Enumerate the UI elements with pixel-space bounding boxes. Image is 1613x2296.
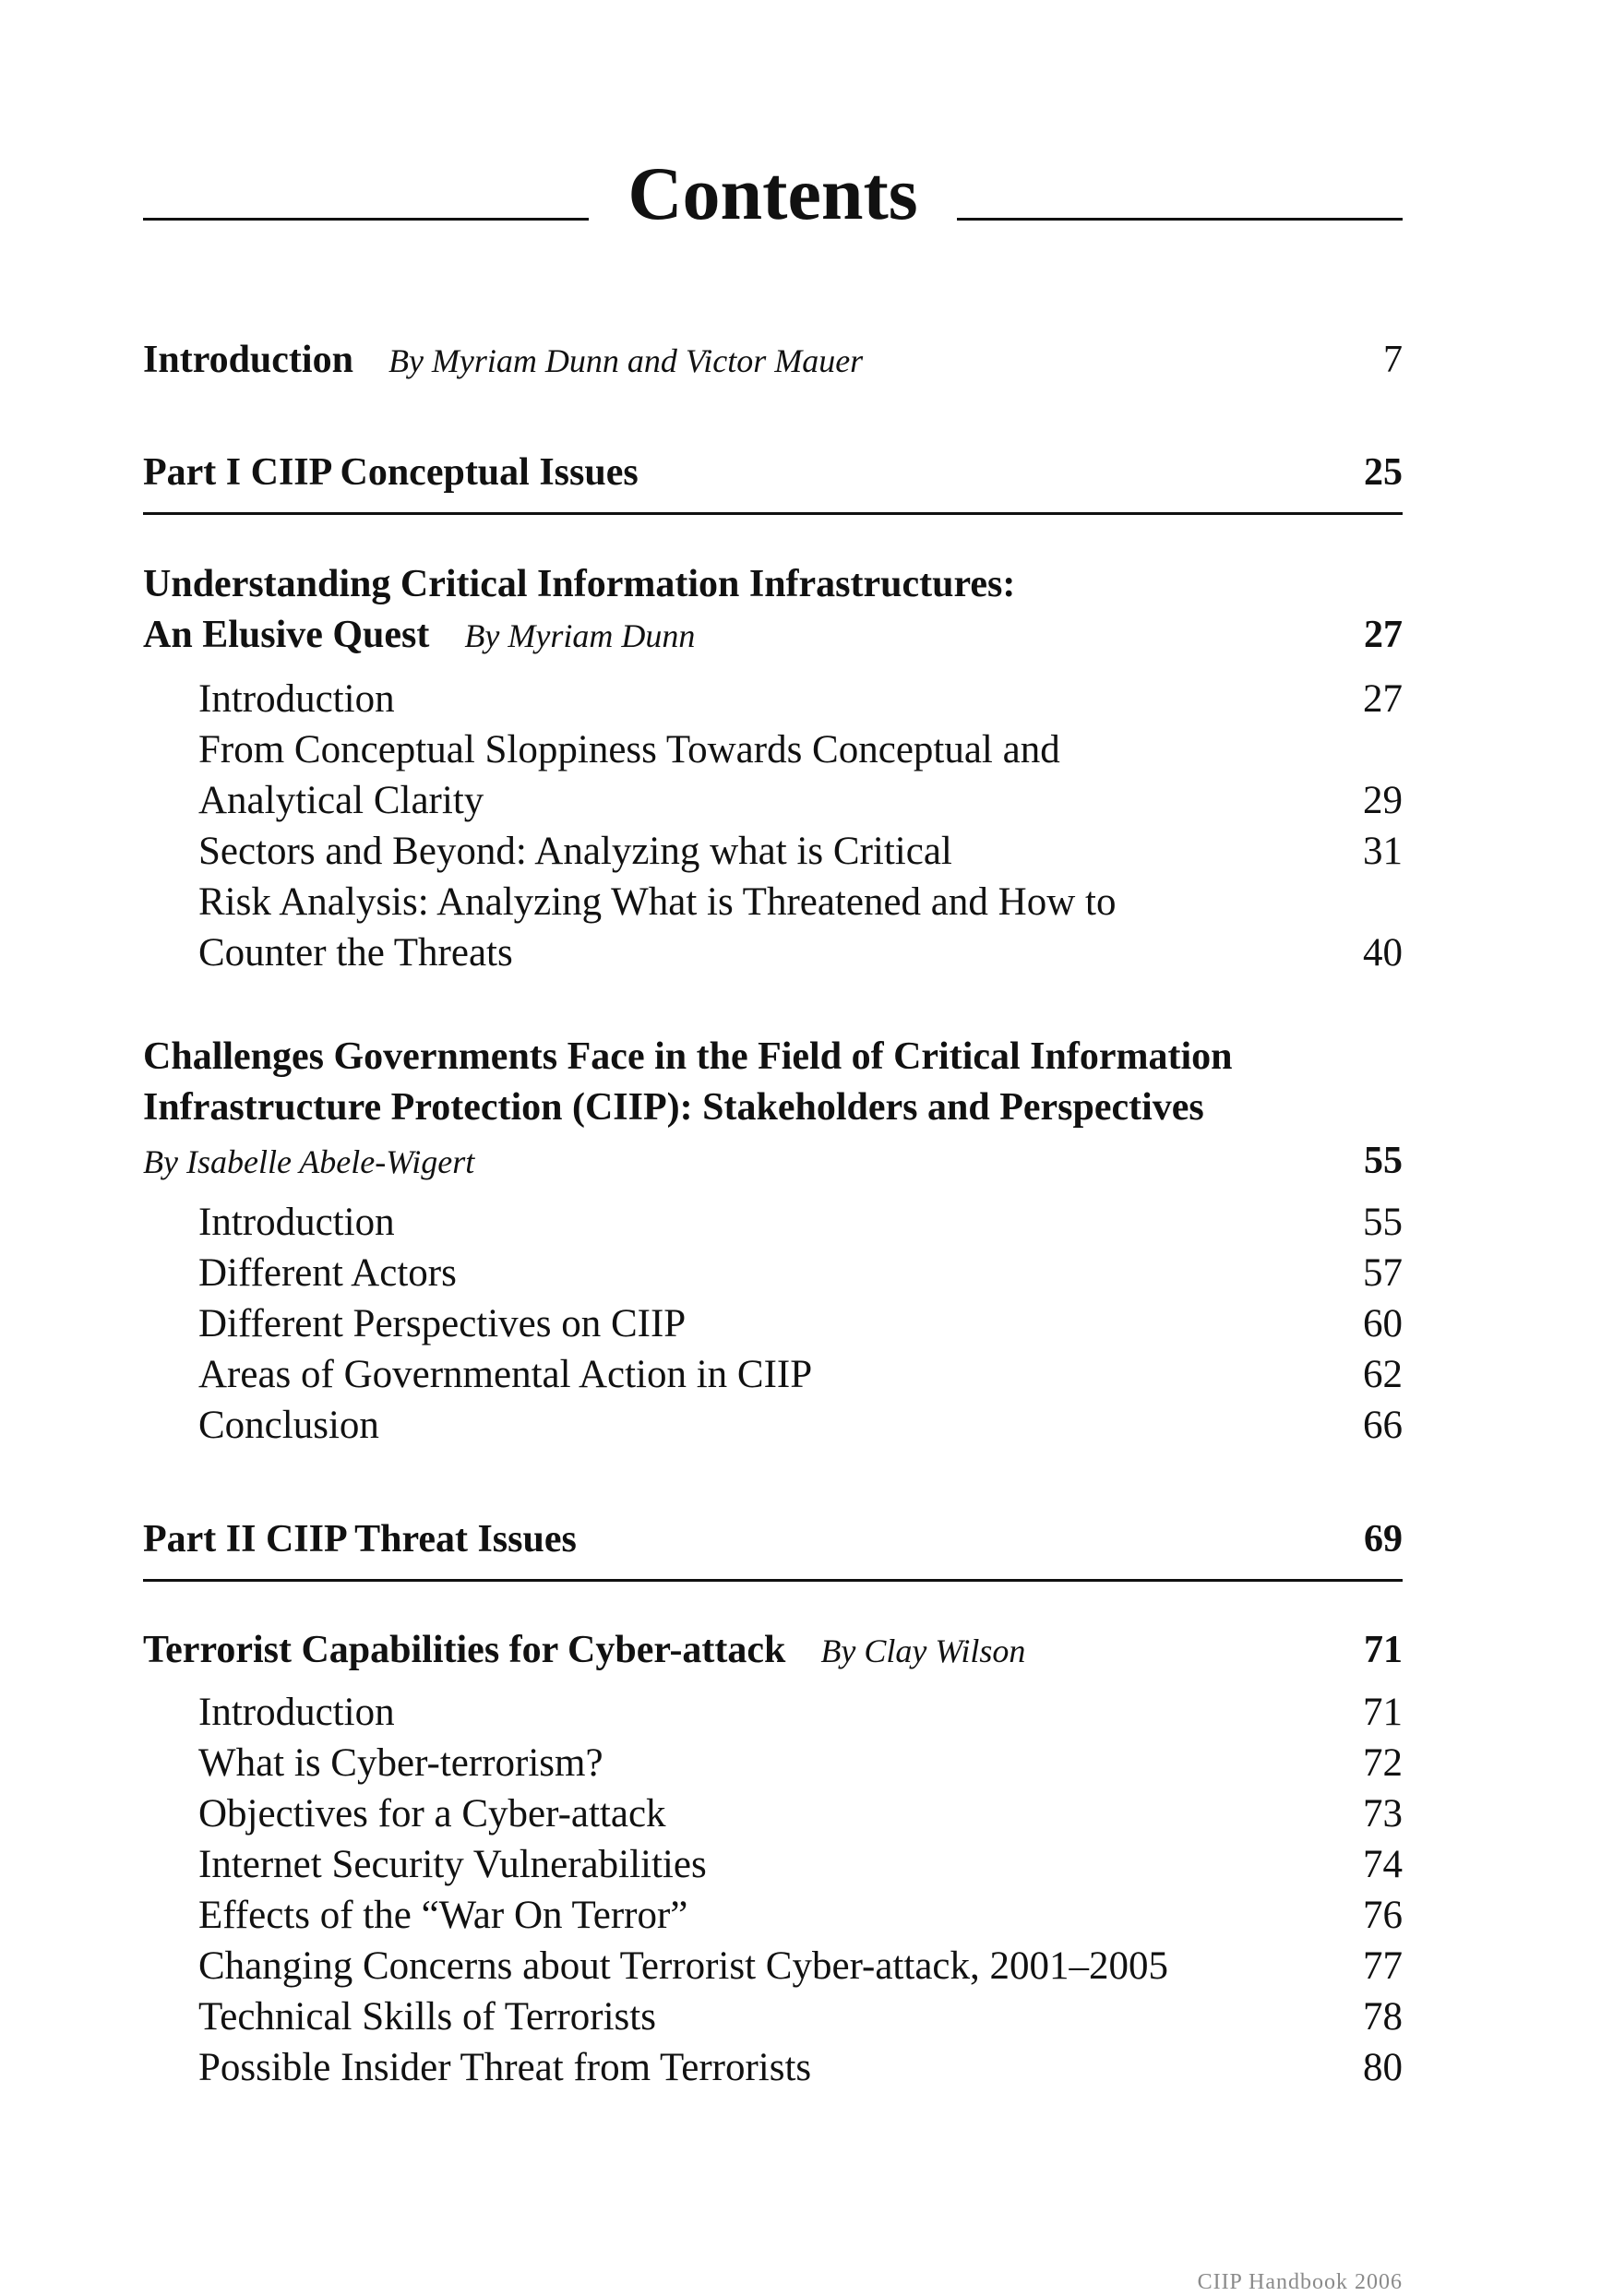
part-page: 25 — [1364, 451, 1403, 494]
entry-byline: By Clay Wilson — [820, 1632, 1026, 1669]
toc-section[interactable]: What is Cyber-terrorism? 72 — [198, 1741, 1403, 1785]
toc-part-1[interactable] — [143, 447, 1403, 498]
toc-chapter-title-line[interactable]: Understanding Critical Information Infrastructures: — [143, 563, 1016, 605]
toc-section[interactable]: Risk Analysis: Analyzing What is Threatened and How to — [198, 880, 1117, 924]
toc-section[interactable]: Technical Skills of Terrorists 78 — [198, 1995, 1403, 2039]
toc-chapter-1[interactable] — [143, 609, 1403, 661]
toc-section[interactable]: Different Actors 57 — [198, 1251, 1403, 1295]
toc-section[interactable]: Introduction 27 — [198, 677, 1403, 721]
toc-section[interactable]: Internet Security Vulnerabilities 74 — [198, 1843, 1403, 1886]
part-1-rule — [143, 512, 1403, 515]
entry-page: 7 — [1383, 339, 1403, 381]
entry-byline: By Myriam Dunn and Victor Mauer — [388, 342, 864, 379]
entry-byline: By Myriam Dunn — [464, 617, 696, 654]
toc-section[interactable]: Changing Concerns about Terrorist Cyber-attack, 2001–2005 77 — [198, 1944, 1403, 1988]
part-page: 69 — [1364, 1518, 1403, 1561]
toc-chapter-3[interactable] — [143, 1624, 1403, 1676]
toc-section[interactable]: Different Perspectives on CIIP 60 — [198, 1302, 1403, 1345]
toc-part-2[interactable] — [143, 1513, 1403, 1565]
running-footer: CIIP Handbook 2006 — [1197, 2270, 1403, 2294]
title-rule-right — [957, 218, 1403, 221]
toc-section[interactable]: Objectives for a Cyber-attack 73 — [198, 1792, 1403, 1836]
entry-byline: By Isabelle Abele-Wigert — [143, 1143, 475, 1180]
toc-chapter-title-line[interactable]: Challenges Governments Face in the Field of Critical Information — [143, 1035, 1233, 1078]
toc-entry-introduction[interactable] — [143, 334, 1403, 386]
toc-section[interactable]: Areas of Governmental Action in CIIP 62 — [198, 1353, 1403, 1396]
page-title: Contents — [627, 151, 918, 235]
entry-page: 71 — [1364, 1629, 1403, 1671]
entry-title: An Elusive Quest — [143, 614, 430, 656]
toc-section[interactable]: Sectors and Beyond: Analyzing what is Critical 31 — [198, 830, 1403, 873]
toc-section[interactable]: Introduction 55 — [198, 1201, 1403, 1244]
toc-section[interactable]: Counter the Threats 40 — [198, 931, 1403, 975]
entry-page: 55 — [1364, 1140, 1403, 1182]
toc-section[interactable]: Introduction 71 — [198, 1691, 1403, 1734]
entry-title: Terrorist Capabilities for Cyber-attack — [143, 1629, 786, 1671]
toc-section[interactable]: Effects of the “War On Terror” 76 — [198, 1894, 1403, 1937]
entry-page: 27 — [1364, 614, 1403, 656]
contents-heading — [143, 152, 1403, 235]
toc-section[interactable]: From Conceptual Sloppiness Towards Conceptual and — [198, 728, 1060, 771]
title-rule-left — [143, 218, 589, 221]
toc-section[interactable]: Conclusion 66 — [198, 1404, 1403, 1447]
toc-chapter-title-line[interactable]: Infrastructure Protection (CIIP): Stakeholders and Perspectives — [143, 1086, 1204, 1129]
entry-title: Introduction — [143, 339, 353, 381]
toc-section[interactable]: Possible Insider Threat from Terrorists 80 — [198, 2046, 1403, 2089]
toc-page — [143, 0, 1403, 2294]
toc-section[interactable]: Analytical Clarity 29 — [198, 779, 1403, 822]
toc-chapter-2[interactable] — [143, 1135, 1403, 1187]
part-2-rule — [143, 1579, 1403, 1582]
part-title: Part II CIIP Threat Issues — [143, 1518, 577, 1561]
part-title: Part I CIIP Conceptual Issues — [143, 451, 639, 494]
